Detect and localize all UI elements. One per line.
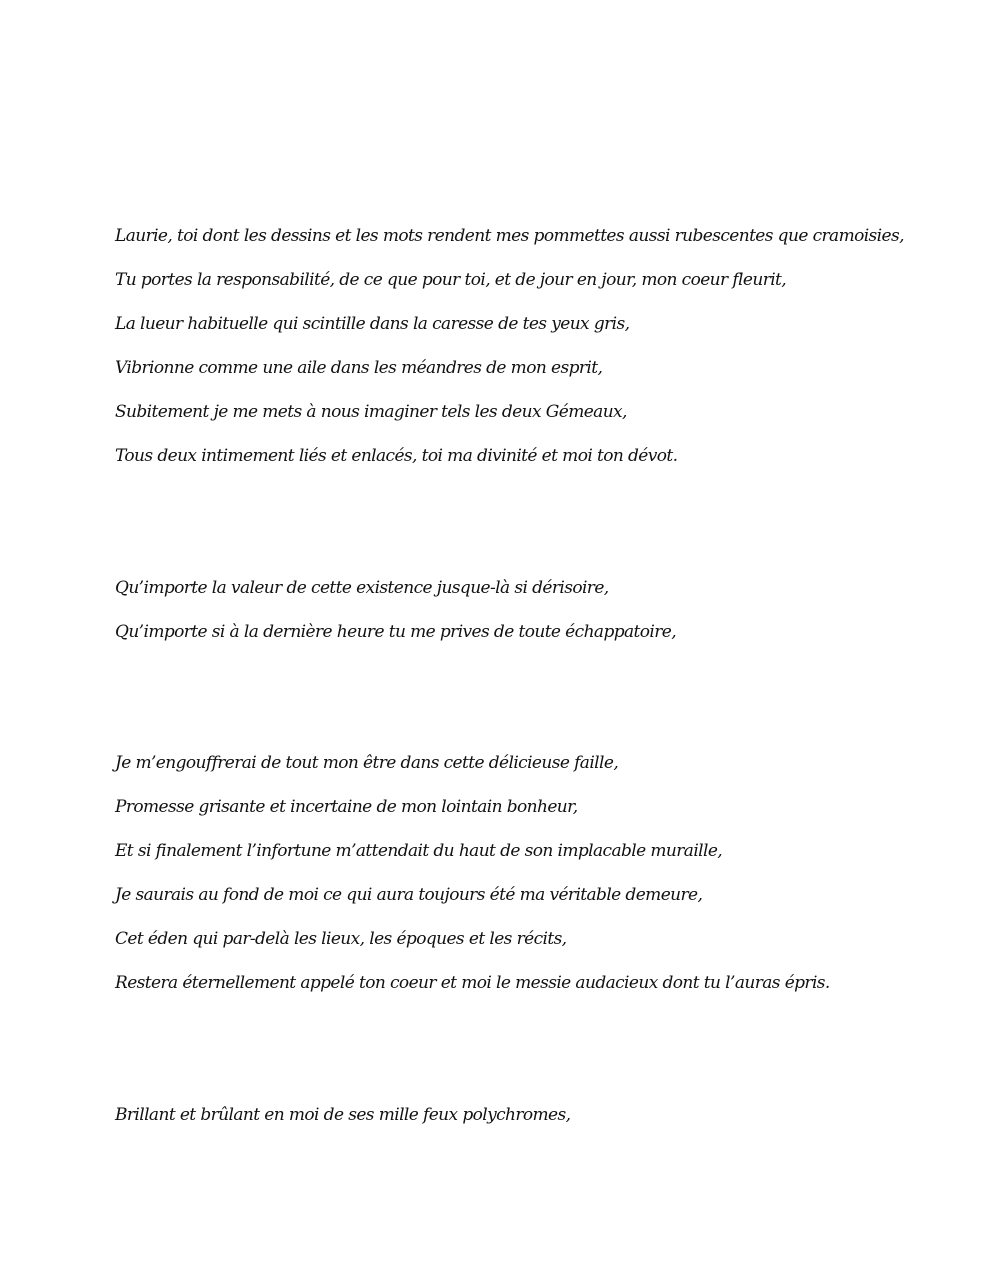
poem-line: Promesse grisante et incertaine de mon lointain bonheur, — [115, 797, 578, 817]
poem-line: Laurie, toi dont les dessins et les mots rendent mes pommettes aussi rubescentes que cramoisies, — [115, 226, 904, 246]
poem-line: Cet éden qui par-delà les lieux, les époques et les récits, — [115, 929, 567, 949]
poem-line: Tous deux intimement liés et enlacés, toi ma divinité et moi ton dévot. — [115, 446, 678, 466]
poem-line: Restera éternellement appelé ton coeur et moi le messie audacieux dont tu l’auras épris. — [115, 973, 830, 993]
poem-line: Brillant et brûlant en moi de ses mille feux polychromes, — [115, 1105, 571, 1125]
poem-line: Qu’importe la valeur de cette existence jusque-là si dérisoire, — [115, 578, 609, 598]
poem-line: Subitement je me mets à nous imaginer tels les deux Gémeaux, — [115, 402, 627, 422]
poem-line: Vibrionne comme une aile dans les méandres de mon esprit, — [115, 358, 603, 378]
poem-line: Je saurais au fond de moi ce qui aura toujours été ma véritable demeure, — [115, 885, 703, 905]
poem-line: Tu portes la responsabilité, de ce que pour toi, et de jour en jour, mon coeur fleurit, — [115, 270, 787, 290]
poem-line: Je m’engouffrerai de tout mon être dans cette délicieuse faille, — [115, 753, 619, 773]
poem-line: La lueur habituelle qui scintille dans la caresse de tes yeux gris, — [115, 314, 630, 334]
poem-line: Qu’importe si à la dernière heure tu me prives de toute échappatoire, — [115, 622, 677, 642]
poem-line: Et si finalement l’infortune m’attendait du haut de son implacable muraille, — [115, 841, 723, 861]
